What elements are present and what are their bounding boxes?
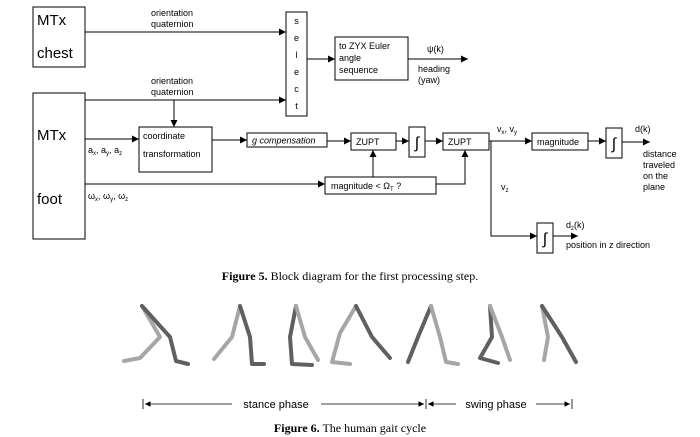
- vz-sub: z: [505, 188, 509, 194]
- gait-cycle-illustration: [124, 306, 576, 365]
- gyro-sub-y: y: [110, 197, 114, 203]
- select-letter: t: [295, 101, 298, 111]
- vxy-sub-y: y: [514, 130, 518, 136]
- accel-sub-y: y: [106, 151, 110, 157]
- figure6-caption-label: Figure 6.: [273, 421, 320, 435]
- euler-label-1: to ZYX Euler: [339, 41, 391, 51]
- psi-label: ψ(k): [427, 44, 444, 54]
- distance-label-4: plane: [643, 182, 666, 192]
- vxy-sub-x: x: [501, 130, 505, 136]
- heading-label-2: (yaw): [418, 75, 440, 85]
- mtx-chest-label-2: chest: [37, 45, 73, 62]
- accel-a1: a: [88, 145, 94, 155]
- select-letter: s: [294, 16, 299, 26]
- orientation-chest-label-2: quaternion: [151, 19, 194, 29]
- accel-a3: a: [114, 145, 120, 155]
- gyro-comma-2: ,: [113, 191, 119, 201]
- gait-pose: [480, 306, 510, 363]
- arrow-threshold-zupt2: [436, 150, 465, 184]
- gyro-sub-z: z: [125, 197, 129, 203]
- magnitude-label: magnitude: [537, 137, 580, 147]
- orientation-foot-label-2: quaternion: [151, 87, 194, 97]
- gait-pose: [332, 306, 390, 364]
- figure5-caption-label: Figure 5.: [221, 269, 268, 283]
- figure5-caption-text: Block diagram for the first processing step.: [267, 269, 479, 283]
- gait-pose: [214, 306, 264, 364]
- gyro-comma-1: ,: [98, 191, 104, 201]
- accel-sub-z: z: [119, 151, 123, 157]
- block-text: [37, 8, 677, 250]
- select-letter: e: [293, 67, 300, 77]
- accel-comma-2: ,: [109, 145, 115, 155]
- mtx-foot-label-2: foot: [37, 191, 63, 208]
- dz-d: d: [566, 220, 572, 230]
- gyro-w2: ω: [103, 191, 111, 201]
- orientation-foot-label-1: orientation: [151, 76, 194, 86]
- threshold-subscript: T: [390, 187, 394, 193]
- accel-sub-x: x: [93, 151, 97, 157]
- accel-comma-1: ,: [96, 145, 102, 155]
- select-letter: c: [294, 84, 299, 94]
- gyro-sub-x: x: [95, 197, 99, 203]
- gyro-w3: ω: [118, 191, 126, 201]
- gait-pose: [542, 306, 576, 362]
- select-letter: l: [295, 50, 298, 60]
- threshold-tail: ?: [393, 181, 402, 191]
- dz-tail: (k): [574, 220, 585, 230]
- coord-label-1: coordinate: [143, 131, 186, 141]
- gait-pose: [124, 306, 188, 364]
- magnitude-threshold-text: magnitude < Ω: [331, 181, 391, 191]
- stance-phase-label: stance phase: [243, 399, 309, 411]
- vxy-v1: v: [497, 124, 502, 134]
- d-label: d(k): [635, 124, 651, 134]
- mtx-foot-block: [33, 93, 85, 239]
- integral1-symbol: ∫: [414, 135, 420, 152]
- vxy-comma: ,: [504, 124, 510, 134]
- g-comp-label: g compensation: [252, 135, 316, 146]
- vz-label: [501, 182, 509, 194]
- swing-phase-label: swing phase: [465, 399, 527, 411]
- heading-label-1: heading: [418, 64, 451, 74]
- mtx-foot-label-1: MTx: [37, 127, 67, 144]
- select-letter: e: [293, 33, 300, 43]
- vxy-v2: v: [509, 124, 515, 134]
- coord-label-2: transformation: [143, 149, 201, 159]
- figure6-caption-text: The human gait cycle: [319, 421, 427, 435]
- vxy-label: [497, 124, 517, 136]
- figure6-caption: [0, 421, 700, 436]
- gait-pose: [290, 306, 318, 365]
- euler-label-3: sequence: [339, 65, 379, 75]
- orientation-chest-label-1: orientation: [151, 8, 194, 18]
- gyro-label: [88, 191, 128, 203]
- dz-label: [566, 220, 585, 232]
- accel-a2: a: [101, 145, 107, 155]
- euler-label-2: angle: [339, 53, 362, 63]
- accel-label: [88, 145, 122, 157]
- gait-pose: [408, 306, 458, 364]
- dz-sub: z: [571, 226, 575, 232]
- integral3-symbol: ∫: [542, 231, 548, 248]
- arrow-zupt2-int3: [491, 141, 537, 236]
- distance-label-3: on the: [643, 171, 669, 181]
- vz-v: v: [501, 182, 506, 192]
- zupt2-label: ZUPT: [448, 137, 472, 147]
- figure5-caption: [0, 269, 700, 284]
- integral2-symbol: ∫: [611, 136, 617, 153]
- mtx-chest-label-1: MTx: [37, 12, 67, 29]
- zupt1-label: ZUPT: [356, 137, 380, 147]
- gyro-w1: ω: [88, 191, 96, 201]
- position-z-label: position in z direction: [566, 240, 651, 250]
- distance-label-1: distance: [643, 149, 677, 159]
- distance-label-2: traveled: [643, 160, 676, 170]
